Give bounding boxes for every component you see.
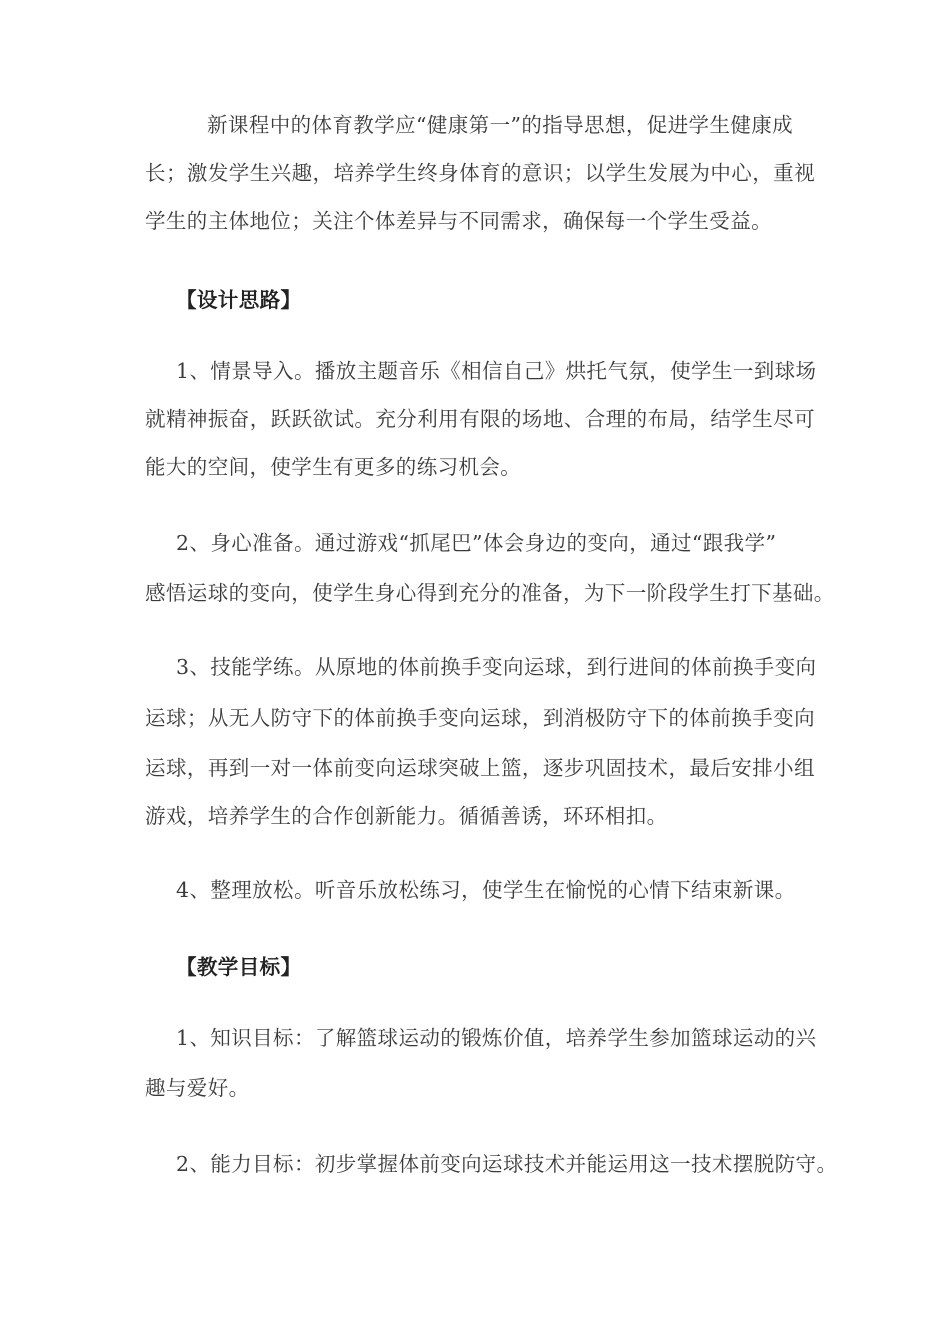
intro-line-1: 新课程中的体育教学应“健康第一”的指导思想，促进学生健康成 (207, 113, 794, 137)
goal-item-1-line-2: 趣与爱好。 (145, 1076, 250, 1100)
goals-heading: 【教学目标】 (176, 955, 302, 979)
design-item-3-line-2: 运球；从无人防守下的体前换手变向运球，到消极防守下的体前换手变向 (145, 706, 815, 730)
design-item-2-line-2: 感悟运球的变向，使学生身心得到充分的准备，为下一阶段学生打下基础。 (145, 581, 835, 605)
design-item-1-line-2: 就精神振奋，跃跃欲试。充分利用有限的场地、合理的布局，结学生尽可 (145, 407, 815, 431)
design-heading: 【设计思路】 (176, 288, 302, 312)
design-item-1-line-1: 1、情景导入。播放主题音乐《相信自己》烘托气氛，使学生一到球场 (176, 359, 817, 383)
goal-item-1-line-1: 1、知识目标：了解篮球运动的锻炼价值，培养学生参加篮球运动的兴 (176, 1026, 817, 1050)
design-item-3-line-3: 运球，再到一对一体前变向运球突破上篮，逐步巩固技术，最后安排小组 (145, 756, 815, 780)
design-item-3-line-1: 3、技能学练。从原地的体前换手变向运球，到行进间的体前换手变向 (176, 655, 817, 679)
intro-line-3: 学生的主体地位；关注个体差异与不同需求，确保每一个学生受益。 (145, 209, 772, 233)
design-item-2-line-1: 2、身心准备。通过游戏“抓尾巴”体会身边的变向，通过“跟我学” (176, 531, 777, 555)
intro-line-2: 长；激发学生兴趣，培养学生终身体育的意识；以学生发展为中心，重视 (145, 161, 815, 185)
goal-item-2-line-1: 2、能力目标：初步掌握体前变向运球技术并能运用这一技术摆脱防守。 (176, 1152, 838, 1176)
design-item-4-line-1: 4、整理放松。听音乐放松练习，使学生在愉悦的心情下结束新课。 (176, 878, 796, 902)
design-item-1-line-3: 能大的空间，使学生有更多的练习机会。 (145, 455, 522, 479)
design-item-3-line-4: 游戏，培养学生的合作创新能力。循循善诱，环环相扣。 (145, 804, 668, 828)
